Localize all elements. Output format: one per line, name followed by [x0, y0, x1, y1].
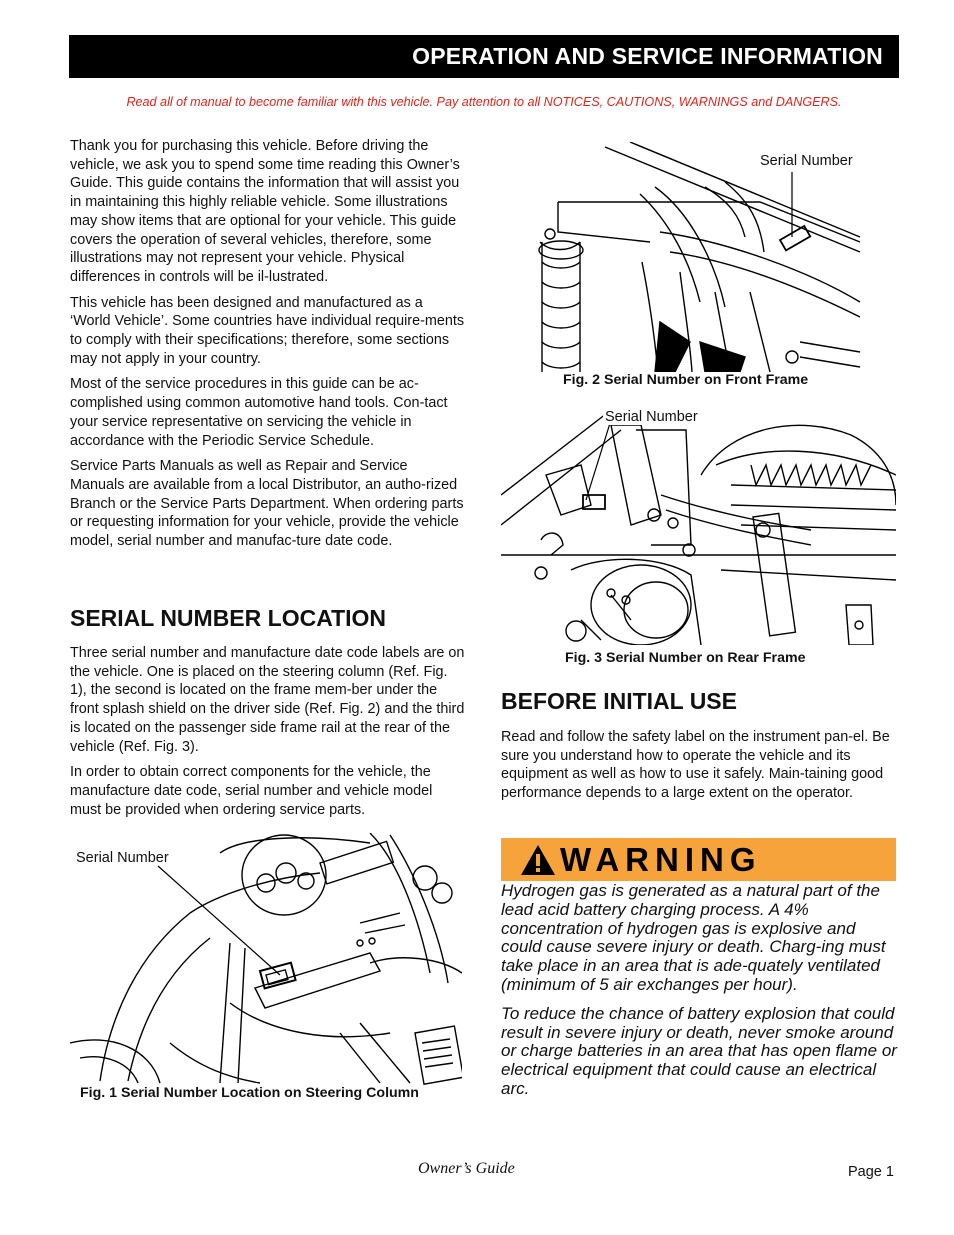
intro-paragraph: Most of the service procedures in this guide can be ac-complished using common automotive hand tools. Con-tact your service representative on servicing the vehicle in accordance with the Periodic Service Schedule. [70, 376, 448, 449]
page-title: OPERATION AND SERVICE INFORMATION [412, 43, 883, 69]
page-number: Page 1 [848, 1164, 894, 1180]
fig1-caption: Fig. 1 Serial Number Location on Steering Column [80, 1085, 419, 1101]
fig1-label: Serial Number [76, 850, 169, 866]
fig2-caption: Fig. 2 Serial Number on Front Frame [563, 372, 809, 388]
header-bar [69, 35, 899, 78]
warning-title: WARNING [560, 841, 762, 878]
intro-section [70, 137, 465, 558]
serial-paragraph: In order to obtain correct components for the vehicle, the manufacture date code, serial number and vehicle model must be provided when ordering service parts. [70, 764, 433, 818]
intro-paragraph: This vehicle has been designed and manufactured as a ‘World Vehicle’. Some countries have individual require-ments to comply with their specifications; therefore, some sections may not apply in your country. [70, 294, 465, 367]
fig3-rear-frame-illustration [501, 405, 896, 645]
warning-body [501, 882, 899, 1109]
warning-paragraph: Hydrogen gas is generated as a natural part of the lead acid battery charging process. A 4% concentration of hydrogen gas is explosive and could cause severe injury or death. Charg-ing must take place in an area that is ade-quately ventilated (minimum of 5 air exchanges per hour). [501, 881, 886, 994]
serial-paragraph: Three serial number and manufacture date code labels are on the vehicle. One is placed on the steering column (Ref. Fig. 1), the second is located on the frame mem-ber under the front splash shield on the driver side (Ref. Fig. 2) and the third is located on the passenger side frame rail at the rear of the vehicle (Ref. Fig. 3). [70, 645, 465, 755]
before-use-heading: BEFORE INITIAL USE [501, 688, 737, 714]
fig3-caption: Fig. 3 Serial Number on Rear Frame [565, 650, 806, 666]
notice-text: Read all of manual to become familiar with this vehicle. Pay attention to all NOTICES, CAUTIONS, WARNINGS and DANGERS. [126, 95, 842, 109]
fig2-label: Serial Number [760, 153, 853, 169]
fig3-label: Serial Number [605, 409, 698, 425]
warning-triangle-icon [520, 844, 556, 876]
warning-paragraph: To reduce the chance of battery explosion that could result in severe injury or death, never smoke around or charge batteries in an area that has open flame or electrical equipment that could cause an electrical arc. [501, 1003, 897, 1098]
before-use-section [501, 688, 897, 810]
intro-paragraph: Thank you for purchasing this vehicle. Before driving the vehicle, we ask you to spend some time reading this Owner’s Guide. This guide contains the information that will assist you in maintaining this highly reliable vehicle. Some illustrations may show items that are optional for your vehicle. This guide covers the operation of several vehicles, therefore, some illustrations may not represent your vehicle. Physical differences in controls will be il-lustrated. [70, 138, 460, 285]
footer-guide: Owner’s Guide [418, 1160, 515, 1177]
intro-paragraph: Service Parts Manuals as well as Repair and Service Manuals are available from a local Distributor, an autho-rized Branch or the Service Parts Department. When ordering parts or requesting information for your vehicle, provide the vehicle model, serial number and manufac-ture date code. [70, 458, 464, 550]
serial-section-heading: SERIAL NUMBER LOCATION [70, 605, 387, 631]
fig1-steering-column-illustration [70, 833, 462, 1085]
fig2-front-frame-illustration [530, 142, 864, 372]
before-use-paragraph: Read and follow the safety label on the instrument pan-el. Be sure you understand how to operate the vehicle and its equipment as well as how to use it safely. Main-taining good performance depends to a large extent on the operator. [501, 729, 890, 802]
serial-section [70, 605, 465, 826]
